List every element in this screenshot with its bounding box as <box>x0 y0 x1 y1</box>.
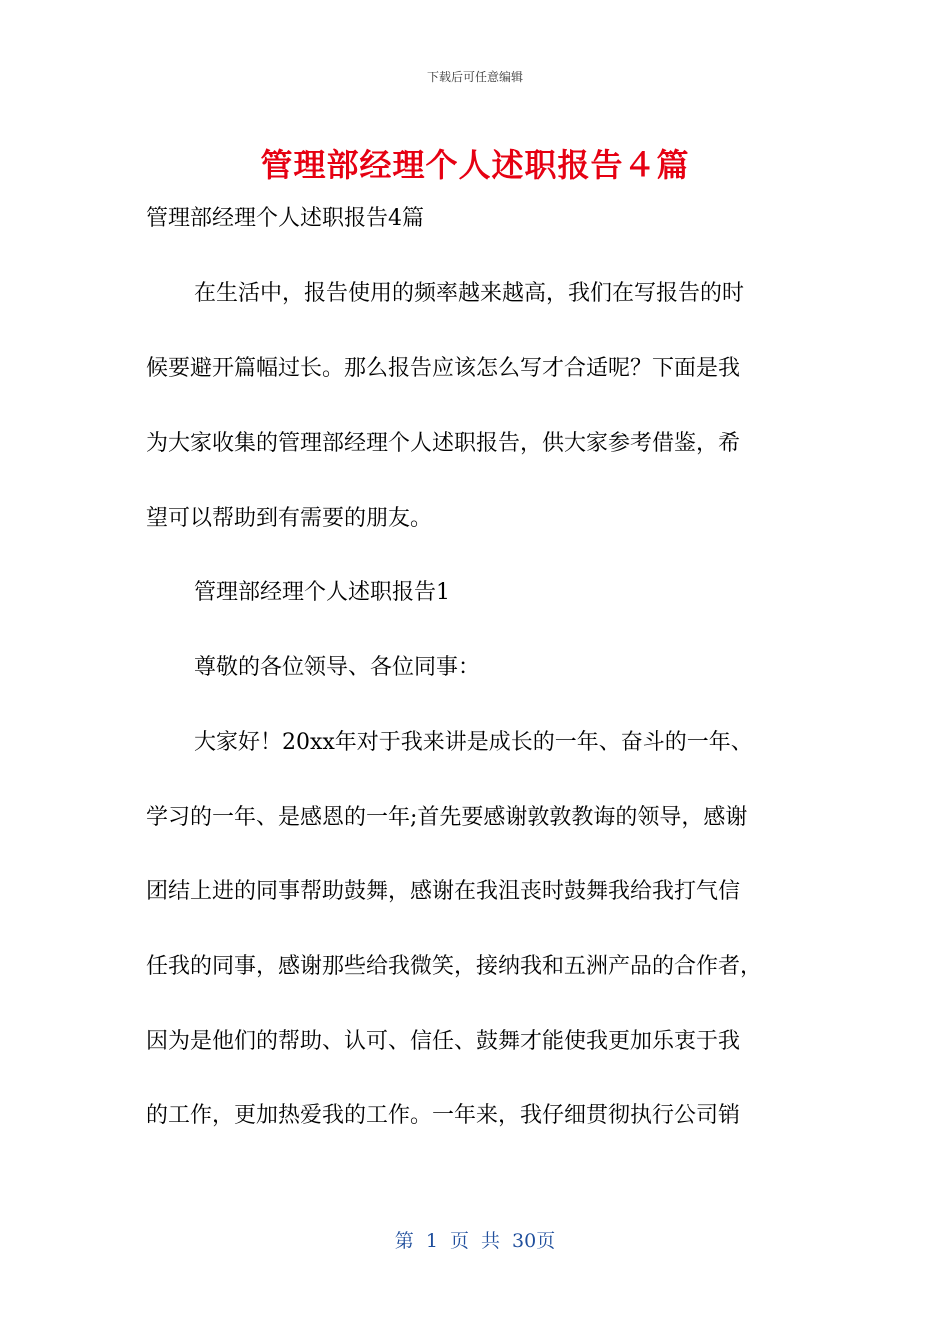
document-title: 管理部经理个人述职报告４篇 <box>260 146 690 184</box>
body-line: 为大家收集的管理部经理个人述职报告，供大家参考借鉴，希 <box>146 431 741 456</box>
header-note: 下载后可任意编辑 <box>426 70 523 84</box>
body-line: 大家好！20xx年对于我来讲是成长的一年、奋斗的一年、 <box>194 730 753 755</box>
body-line: 团结上进的同事帮助鼓舞，感谢在我沮丧时鼓舞我给我打气信 <box>146 879 741 904</box>
body-line: 学习的一年、是感恩的一年;首先要感谢敦敦教诲的领导，感谢 <box>146 805 748 830</box>
body-line: 任我的同事，感谢那些给我微笑，接纳我和五洲产品的合作者， <box>146 954 763 979</box>
salutation-line: 尊敬的各位领导、各位同事： <box>194 655 481 680</box>
body-line: 因为是他们的帮助、认可、信任、鼓舞才能使我更加乐衷于我 <box>146 1029 741 1054</box>
body-line: 望可以帮助到有需要的朋友。 <box>146 506 433 531</box>
section-heading: 管理部经理个人述职报告1 <box>194 580 450 605</box>
body-line: 在生活中，报告使用的频率越来越高，我们在写报告的时 <box>194 281 745 306</box>
subtitle-line: 管理部经理个人述职报告4篇 <box>146 206 424 231</box>
body-line: 的工作，更加热爱我的工作。一年来，我仔细贯彻执行公司销 <box>146 1103 741 1128</box>
page-number-footer: 第 1 页 共 30页 <box>394 1230 556 1252</box>
body-line: 候要避开篇幅过长。那么报告应该怎么写才合适呢？下面是我 <box>146 356 741 381</box>
